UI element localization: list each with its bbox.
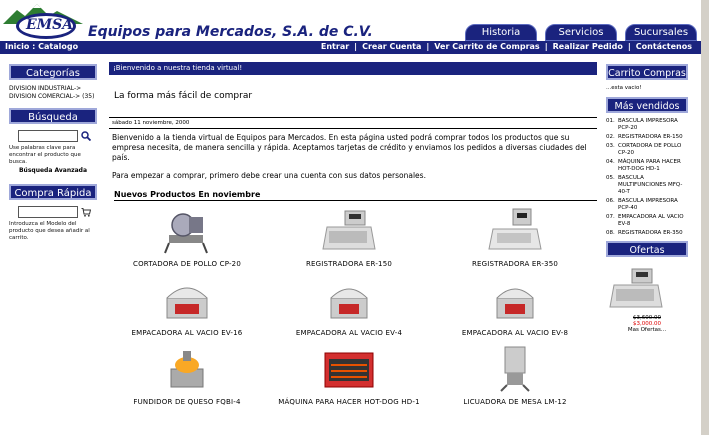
best-seller-item[interactable] [606, 198, 688, 212]
best-seller-num: 02. [606, 134, 615, 140]
vacuum-packer-icon[interactable] [485, 274, 545, 324]
best-seller-item[interactable] [606, 230, 688, 237]
nav-entrar[interactable]: Entrar [320, 42, 350, 51]
best-seller-name[interactable]: EMPACADORA AL VACIO EV-8 [618, 214, 684, 227]
search-help: Use palabras clave para encontrar el producto que busca. [9, 145, 81, 165]
nav-realizar-pedido[interactable]: Realizar Pedido [552, 42, 623, 51]
main-content [109, 62, 597, 412]
best-seller-name[interactable]: MÁQUINA PARA HACER HOT-DOG HD-1 [618, 159, 681, 172]
product-name[interactable]: EMPACADORA AL VACIO EV-4 [295, 329, 403, 337]
best-seller-item[interactable] [606, 159, 688, 173]
nav-ver-carrito[interactable]: Ver Carrito de Compras [434, 42, 540, 51]
product-card[interactable] [109, 343, 265, 412]
right-column [606, 64, 688, 333]
product-name[interactable]: EMPACADORA AL VACIO EV-16 [131, 329, 243, 337]
scrollbar-thumb[interactable] [701, 0, 709, 435]
tab-sucursales[interactable]: Sucursales [625, 24, 697, 41]
cart-title[interactable]: Carrito Compras [606, 64, 688, 80]
best-seller-name[interactable]: BASCULA IMPRESORA PCP-20 [618, 118, 678, 131]
best-seller-num: 05. [606, 175, 615, 181]
top-tabs [465, 24, 697, 41]
cheese-melter-icon[interactable] [157, 343, 217, 393]
offers-title: Ofertas [606, 241, 688, 257]
register-icon[interactable] [606, 263, 666, 313]
date-line: sábado 11 noviembre, 2000 [109, 117, 597, 129]
product-name[interactable]: LICUADORA DE MESA LM-12 [463, 398, 567, 406]
hotdog-machine-icon[interactable] [319, 343, 379, 393]
product-card[interactable] [433, 343, 597, 412]
nav-separator: | [544, 42, 548, 51]
best-seller-item[interactable] [606, 214, 688, 228]
welcome-bar: ¡Bienvenido a nuestra tienda virtual! [109, 62, 597, 75]
product-name[interactable]: CORTADORA DE POLLO CP-20 [132, 260, 241, 268]
quick-buy-row [18, 206, 97, 218]
best-seller-name[interactable]: CORTADORA DE POLLO CP-20 [618, 143, 682, 156]
best-seller-num: 06. [606, 198, 615, 204]
logo-text: EMSA [26, 17, 74, 33]
company-name: Equipos para Mercados, S.A. de C.V. [88, 24, 373, 40]
best-seller-num: 08. [606, 230, 615, 236]
product-card[interactable] [265, 343, 433, 412]
register-icon[interactable] [485, 205, 545, 255]
category-item[interactable]: DIVISION INDUSTRIAL-> [9, 85, 82, 92]
nav-crear-cuenta[interactable]: Crear Cuenta [362, 42, 422, 51]
advanced-search-link[interactable]: Búsqueda Avanzada [18, 167, 88, 174]
product-name[interactable]: EMPACADORA AL VACIO EV-8 [461, 329, 569, 337]
best-seller-item[interactable] [606, 118, 688, 132]
product-card[interactable] [109, 274, 265, 343]
quick-buy-title: Compra Rápida [9, 184, 97, 200]
vacuum-packer-icon[interactable] [319, 274, 379, 324]
register-icon[interactable] [319, 205, 379, 255]
search-row [18, 130, 97, 142]
navbar [0, 41, 709, 54]
search-input[interactable] [18, 130, 78, 142]
best-seller-num: 07. [606, 214, 615, 220]
best-sellers-title: Más vendidos [606, 97, 688, 113]
vacuum-packer-icon[interactable] [157, 274, 217, 324]
best-seller-num: 01. [606, 118, 615, 124]
best-seller-num: 04. [606, 159, 615, 165]
product-name[interactable]: FUNDIDOR DE QUESO FQBI-4 [133, 398, 241, 406]
intro-text: Bienvenido a la tienda virtual de Equipos para Mercados. En esta página usted podrá comprar todos los productos que su empresa necesita, de manera sencilla y rápida. Aceptamos tarjetas de crédito y enviamos los pedidos a diversas ciudades del país. [112, 133, 587, 162]
breadcrumb[interactable]: Inicio : Catalogo [5, 42, 79, 51]
left-column [9, 64, 97, 242]
emsa-logo[interactable] [3, 2, 83, 38]
nav-links [316, 42, 697, 51]
best-sellers-list [606, 118, 688, 237]
categories-title: Categorías [9, 64, 97, 80]
nav-contactenos[interactable]: Contáctenos [635, 42, 692, 51]
best-seller-name[interactable]: REGISTRADORA ER-350 [618, 230, 683, 236]
tagline: La forma más fácil de comprar [114, 91, 253, 101]
cart-empty-text: ...esta vacio! [606, 85, 642, 91]
best-seller-name[interactable]: BASCULA IMPRESORA PCP-40 [618, 198, 678, 211]
best-seller-num: 03. [606, 143, 615, 149]
offer-old-price: $3,600.00 [633, 315, 661, 321]
product-name[interactable]: MÁQUINA PARA HACER HOT-DOG HD-1 [278, 398, 420, 406]
product-card[interactable] [265, 205, 433, 274]
nav-separator: | [354, 42, 358, 51]
product-card[interactable] [109, 205, 265, 274]
nav-separator: | [627, 42, 631, 51]
slicer-icon[interactable] [157, 205, 217, 255]
cart-icon[interactable] [81, 207, 91, 217]
product-name[interactable]: REGISTRADORA ER-150 [305, 260, 393, 268]
best-seller-name[interactable]: BASCULA MULTIFUNCIONES MFQ-40-T [618, 175, 683, 195]
search-title: Búsqueda [9, 108, 97, 124]
best-seller-item[interactable] [606, 143, 688, 157]
scrollbar[interactable] [701, 0, 709, 435]
product-name[interactable]: REGISTRADORA ER-350 [471, 260, 559, 268]
quick-buy-help: Introduzca el Modelo del producto que desea añadir al carrito. [9, 221, 90, 241]
best-seller-item[interactable] [606, 175, 688, 196]
search-icon[interactable] [81, 131, 91, 141]
product-card[interactable] [433, 274, 597, 343]
product-grid [109, 205, 597, 412]
best-seller-name[interactable]: REGISTRADORA ER-150 [618, 134, 683, 140]
offer-new-price: $3,000.00 [633, 321, 661, 327]
new-products-title: Nuevos Productos En noviembre [114, 190, 597, 201]
quick-buy-input[interactable] [18, 206, 78, 218]
category-list [9, 85, 97, 101]
tab-servicios[interactable]: Servicios [545, 24, 617, 41]
product-card[interactable] [265, 274, 433, 343]
best-seller-item[interactable] [606, 134, 688, 141]
more-offers-link[interactable]: Mas Ofertas... [627, 327, 667, 333]
site-header [0, 0, 709, 41]
product-card[interactable] [433, 205, 597, 274]
tab-historia[interactable]: Historia [465, 24, 537, 41]
intro-text-2: Para empezar a comprar, primero debe crear una cuenta con sus datos personales. [112, 171, 426, 180]
blender-icon[interactable] [485, 343, 545, 393]
nav-separator: | [426, 42, 430, 51]
category-item[interactable]: DIVISION COMERCIAL-> (35) [9, 93, 95, 100]
